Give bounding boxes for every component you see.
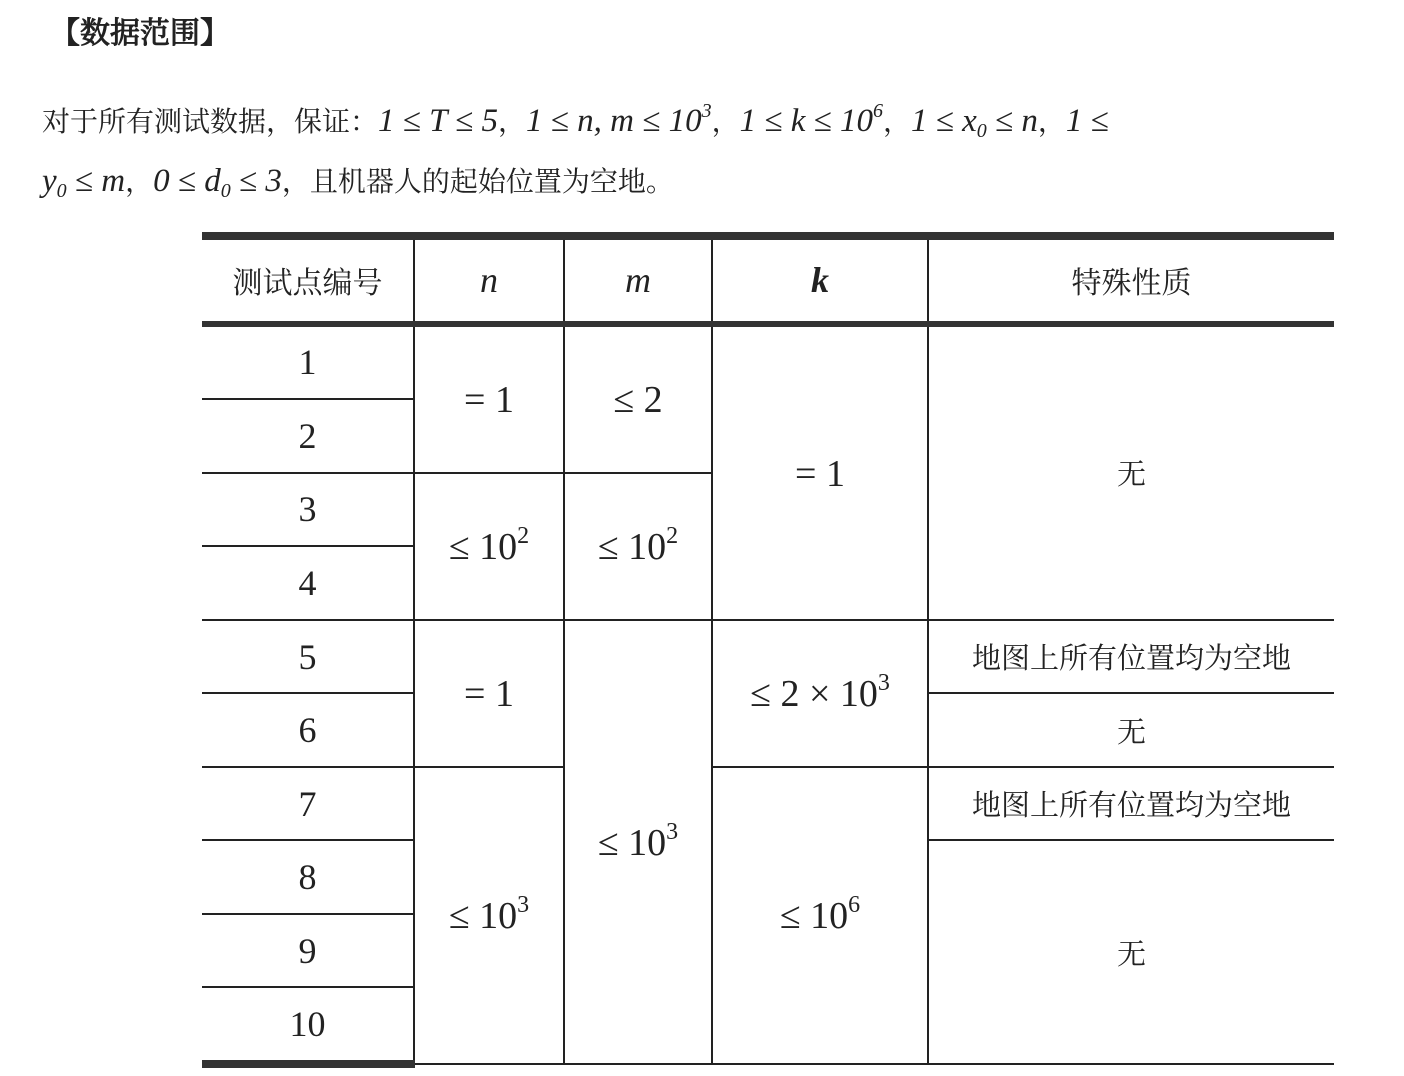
constraints-note: 且机器人的起始位置为空地。 bbox=[309, 165, 674, 198]
constraint-nm: 1 ≤ n, $m \le 10^3$ bbox=[526, 100, 712, 139]
special-property: 无 bbox=[928, 693, 1334, 767]
testcase-id: 1 bbox=[202, 324, 414, 400]
constraints-intro: 对于所有测试数据，保证： bbox=[42, 105, 379, 138]
header-m: m bbox=[564, 236, 712, 324]
testcase-id: 5 bbox=[202, 620, 414, 694]
constraint-y0-lead: 1 ≤ bbox=[1065, 103, 1109, 139]
subtask-table bbox=[202, 232, 1334, 1068]
special-property: 地图上所有位置均为空地 bbox=[928, 767, 1334, 841]
n-range: = 1 bbox=[414, 620, 564, 767]
special-property: 无 bbox=[928, 324, 1334, 620]
table-row bbox=[202, 620, 1334, 694]
separator: ， bbox=[711, 105, 740, 138]
section-heading: 【数据范围】 bbox=[50, 16, 230, 51]
separator: ， bbox=[1037, 105, 1066, 138]
k-range: = 1 bbox=[712, 324, 928, 620]
special-property: 无 bbox=[928, 840, 1334, 1064]
table-row bbox=[202, 767, 1334, 841]
table-row bbox=[202, 324, 1334, 400]
separator: ， bbox=[125, 165, 154, 198]
constraints-line-2 bbox=[42, 156, 1109, 216]
table-header-row bbox=[202, 236, 1334, 324]
constraint-y0: $y_0 \le m$ bbox=[42, 163, 126, 202]
m-range: ≤ 2 bbox=[564, 324, 712, 473]
separator: ， bbox=[882, 105, 911, 138]
testcase-id: 7 bbox=[202, 767, 414, 841]
n-range: = 1 bbox=[414, 324, 564, 473]
testcase-id: 2 bbox=[202, 399, 414, 473]
testcase-id: 4 bbox=[202, 546, 414, 620]
header-n: n bbox=[414, 236, 564, 324]
testcase-id: 9 bbox=[202, 914, 414, 988]
special-property: 地图上所有位置均为空地 bbox=[928, 620, 1334, 694]
testcase-id: 10 bbox=[202, 987, 414, 1064]
header-special-property: 特殊性质 bbox=[928, 236, 1334, 324]
testcase-id: 3 bbox=[202, 473, 414, 547]
n-range: ≤ $10^2$ bbox=[414, 473, 564, 620]
separator: ， bbox=[498, 105, 527, 138]
testcase-id: 8 bbox=[202, 840, 414, 914]
constraint-k: $1 \le k \le 10^6$ bbox=[739, 100, 883, 139]
header-k: k bbox=[712, 236, 928, 324]
m-range: ≤ $10^3$ bbox=[564, 620, 712, 1064]
constraint-x0: $1 \le x_0 \le n$ bbox=[910, 103, 1038, 142]
constraint-t: 1 ≤ T ≤ 5 bbox=[378, 103, 498, 139]
k-range: ≤ $2 \times 10^3$ bbox=[712, 620, 928, 767]
separator: ， bbox=[281, 165, 310, 198]
n-range: ≤ $10^3$ bbox=[414, 767, 564, 1064]
testcase-id: 6 bbox=[202, 693, 414, 767]
header-testcase-id: 测试点编号 bbox=[202, 236, 414, 324]
k-range: ≤ $10^6$ bbox=[712, 767, 928, 1064]
m-range: ≤ $10^2$ bbox=[564, 473, 712, 620]
constraint-d0: $0 \le d_0 \le 3$ bbox=[153, 163, 282, 202]
constraints-paragraph bbox=[42, 86, 1109, 216]
